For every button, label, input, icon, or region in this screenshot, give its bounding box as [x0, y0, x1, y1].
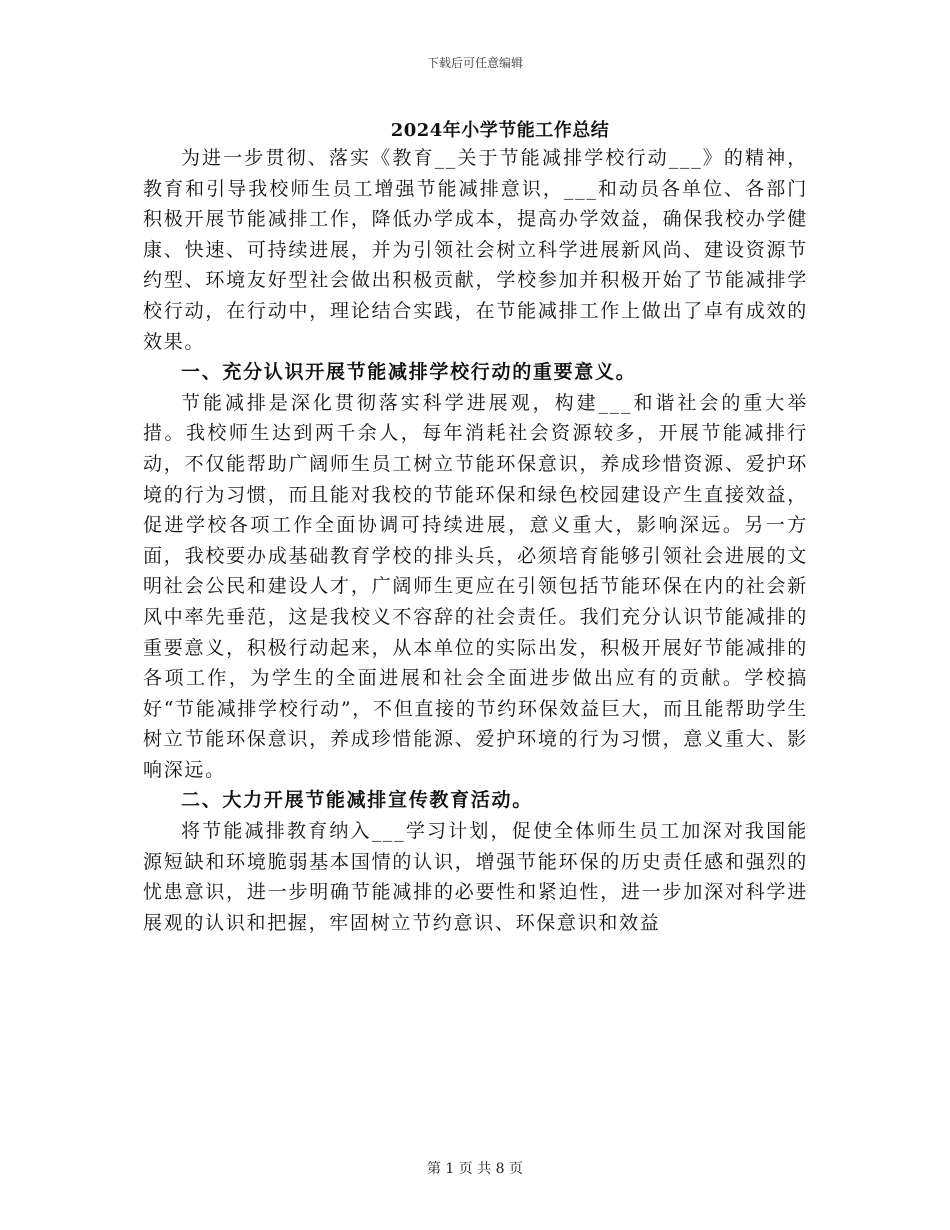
section-2-heading: 二、大力开展节能减排宣传教育活动。 [181, 789, 533, 812]
section-2-paragraph: 将节能减排教育纳入___学习计划，促使全体师生员工加深对我国能源短缺和环境脆弱基本国情的认识，增强节能环保的历史责任感和强烈的忧患意识，进一步明确节能减排的必要性和紧迫性，进一步加深对科学进展观的认识和把握，牢固树立节约意识、环保意识和效益 [143, 820, 808, 934]
header-note: 下载后可任意编辑 [426, 56, 523, 70]
intro-paragraph: 为进一步贯彻、落实《教育__关于节能减排学校行动___》的精神，教育和引导我校师生员工增强节能减排意识，___和动员各单位、各部门积极开展节能减排工作，降低办学成本，提高办学效益，确保我校办学健康、快速、可持续进展，并为引领社会树立科学进展新风尚、建设资源节约型、环境友好型社会做出积极贡献，学校参加并积极开始了节能减排学校行动，在行动中，理论结合实践，在节能减排工作上做出了卓有成效的效果。 [143, 147, 808, 353]
section-1-paragraph: 节能减排是深化贯彻落实科学进展观，构建___和谐社会的重大举措。我校师生达到两千余人，每年消耗社会资源较多，开展节能减排行动，不仅能帮助广阔师生员工树立节能环保意识，养成珍惜资源、爱护环境的行为习惯，而且能对我校的节能环保和绿色校园建设产生直接效益，促进学校各项工作全面协调可持续进展，意义重大，影响深远。另一方面，我校要办成基础教育学校的排头兵，必须培育能够引领社会进展的文明社会公民和建设人才，广阔师生更应在引领包括节能环保在内的社会新风中率先垂范，这是我校义不容辞的社会责任。我们充分认识节能减排的重要意义，积极行动起来，从本单位的实际出发，积极开展好节能减排的各项工作，为学生的全面进展和社会全面进步做出应有的贡献。学校搞好“节能减排学校行动”，不但直接的节约环保效益巨大，而且能帮助学生树立节能环保意识，养成珍惜能源、爱护环境的行为习惯，意义重大、影响深远。 [143, 391, 808, 781]
document-body [143, 143, 808, 938]
section-1-heading: 一、充分认识开展节能减排学校行动的重要意义。 [181, 361, 637, 384]
document-title: 2024年小学节能工作总结 [390, 120, 610, 141]
page-number: 第 1 页 共 8 页 [426, 1161, 524, 1177]
